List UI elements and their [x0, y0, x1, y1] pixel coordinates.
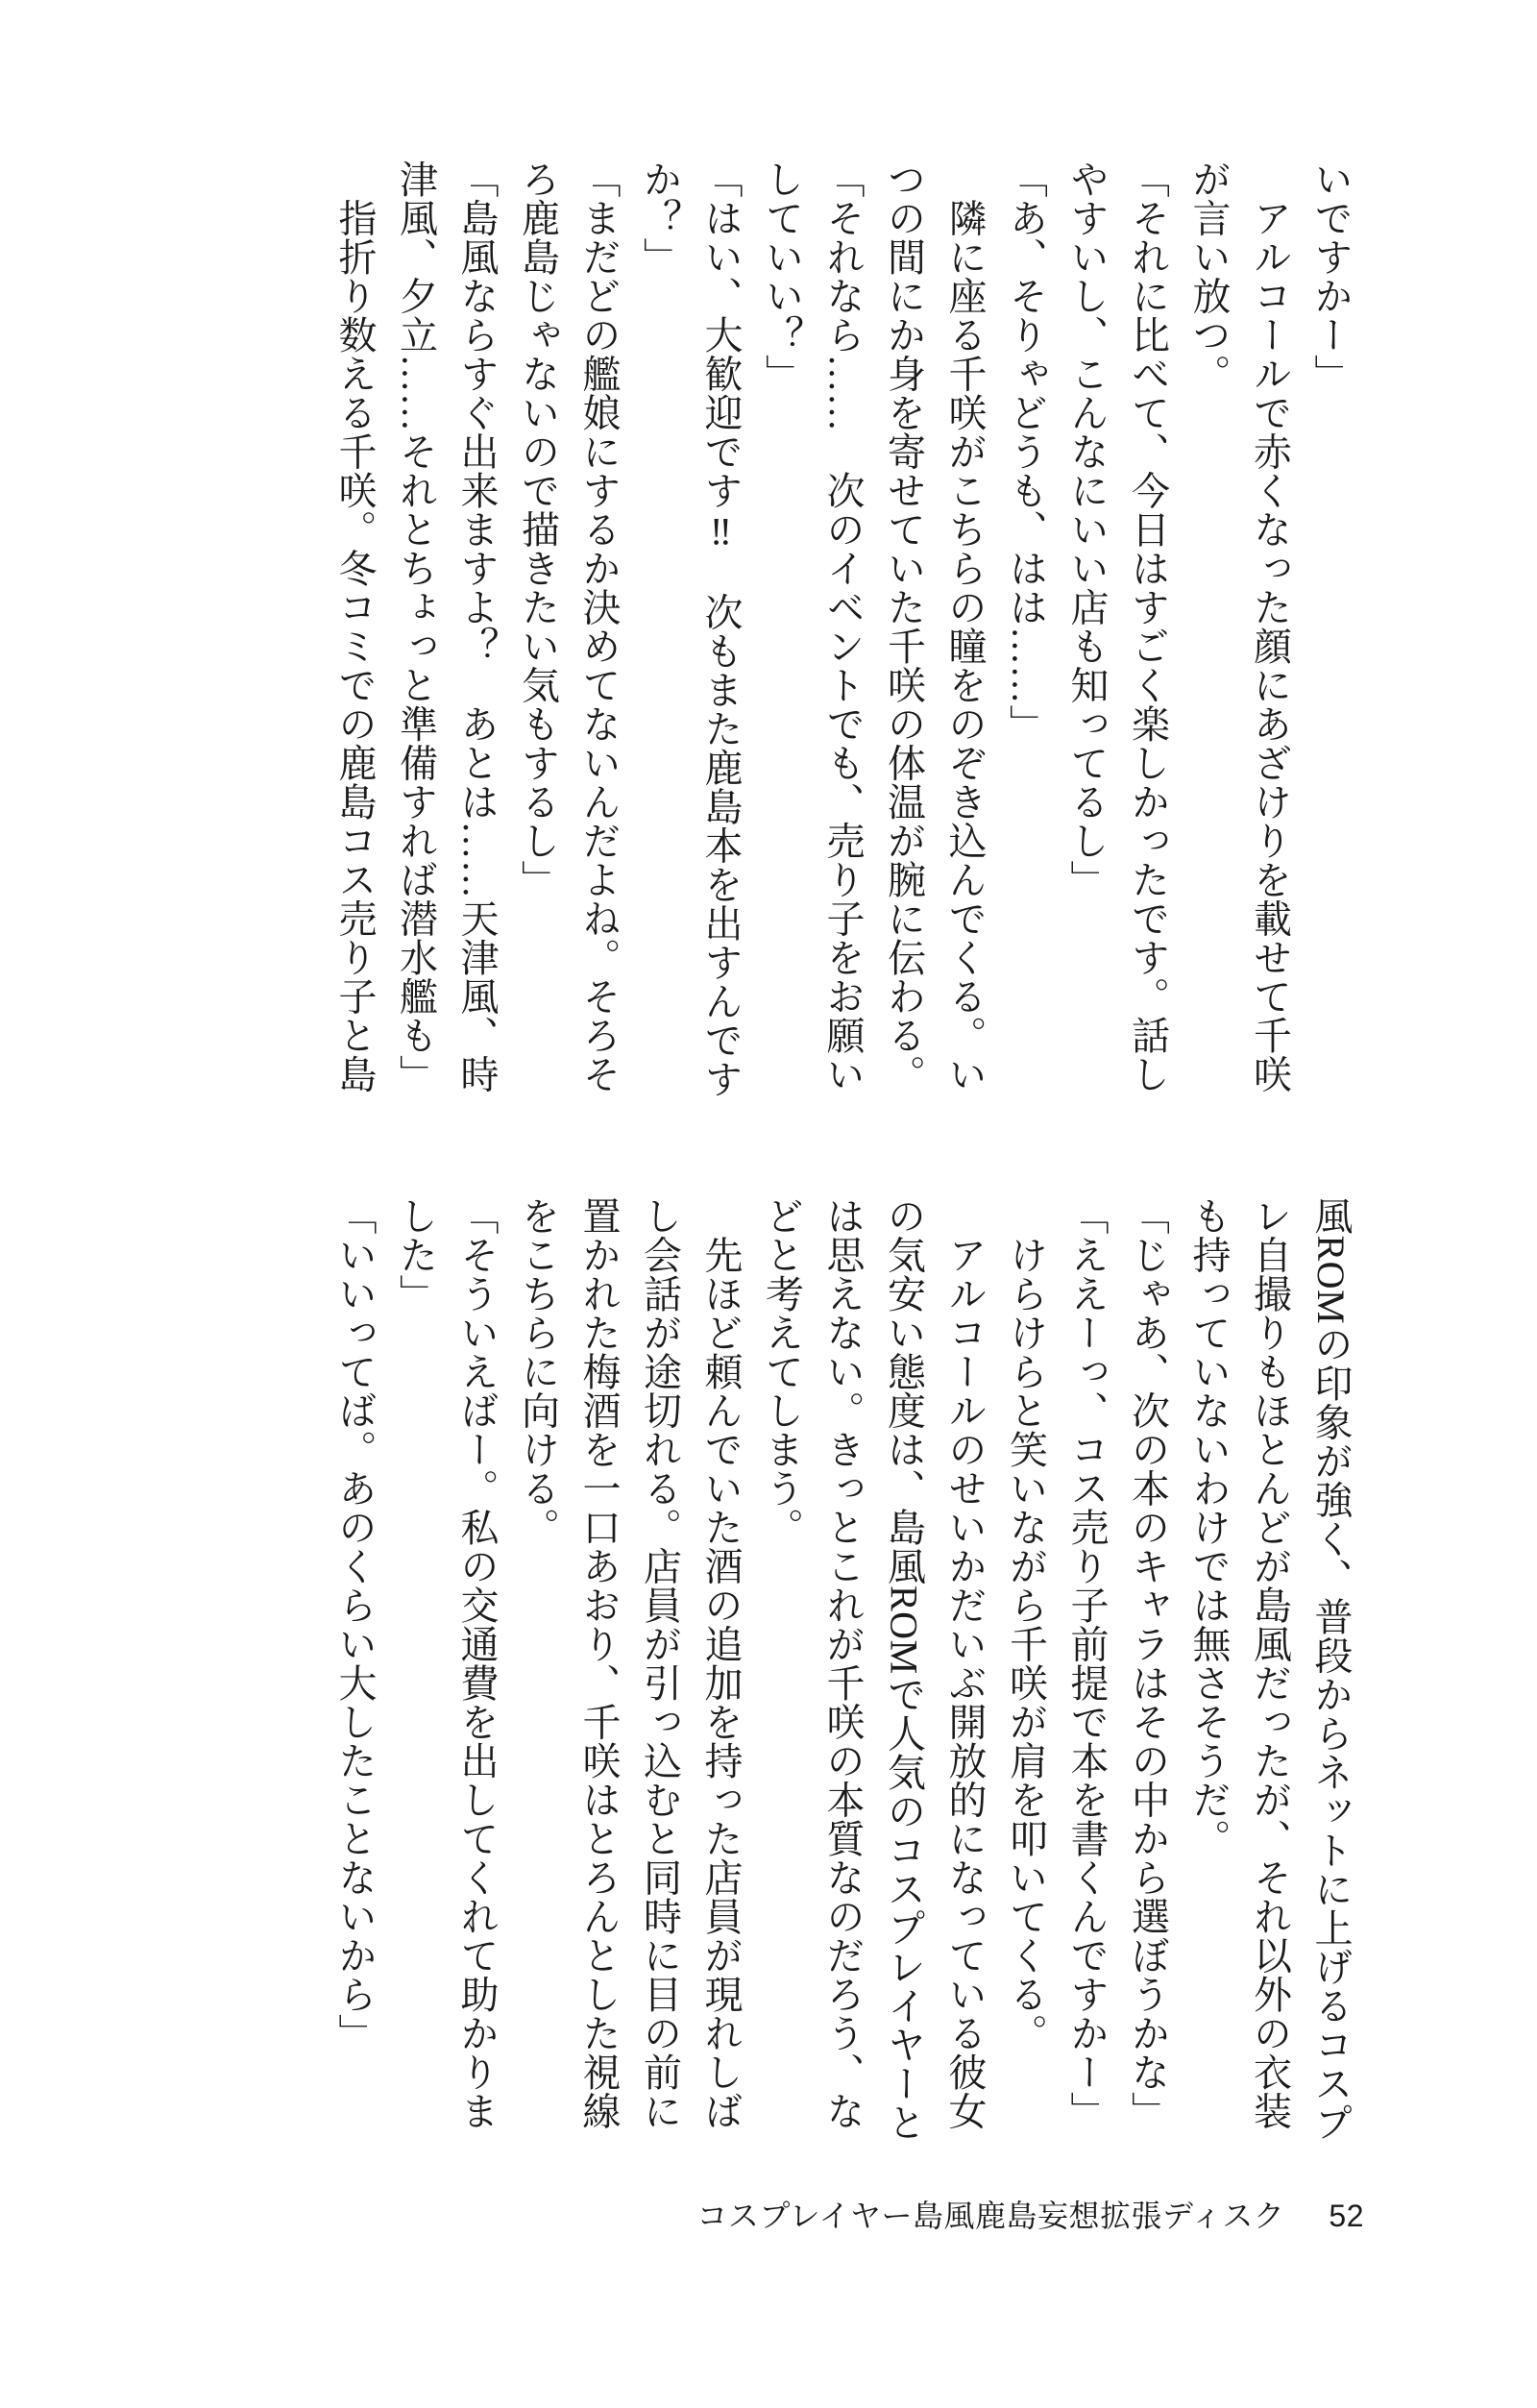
text-column: 「ええーっ、コス売り子前提で本を書くんですかー」 — [1065, 1196, 1109, 2130]
text-column: 「島風ならすぐ出来ますよ？ あとは……天津風、時 — [455, 160, 499, 1093]
text-column: 先ほど頼んでいた酒の追加を持った店員が現れしば — [699, 1196, 743, 2130]
text-column: アルコールで赤くなった顔にあざけりを載せて千咲 — [1248, 160, 1292, 1093]
text-column: ろ鹿島じゃないので描きたい気もするし」 — [516, 160, 560, 899]
text-column: いですかー」 — [1309, 160, 1353, 393]
text-column: をこちらに向ける。 — [516, 1196, 560, 1547]
text-column: 「それに比べて、今日はすごく楽しかったです。話し — [1126, 160, 1170, 1093]
page-footer — [696, 2192, 1364, 2236]
text-column: レ自撮りもほとんどが島風だったが、それ以外の衣装 — [1248, 1196, 1292, 2130]
text-column: 「いいってば。あのくらい大したことないから」 — [333, 1196, 377, 2052]
text-column: けらけらと笑いながら千咲が肩を叩いてくる。 — [1004, 1196, 1048, 2052]
text-column: 「そういえばー。私の交通費を出してくれて助かりま — [455, 1196, 499, 2130]
text-column: やすいし、こんなにいい店も知ってるし」 — [1065, 160, 1109, 899]
text-column: 「じゃあ、次の本のキャラはその中から選ぼうかな」 — [1126, 1196, 1170, 2130]
text-column: 風ROMの印象が強く、普段からネットに上げるコスプ — [1309, 1196, 1353, 2142]
text-column: 指折り数える千咲。冬コミでの鹿島コス売り子と島 — [333, 160, 377, 1093]
text-column: どと考えてしまう。 — [760, 1196, 804, 1547]
footer-book-title: コスプレイヤー島風鹿島妄想拡張ディスク — [696, 2199, 1285, 2233]
footer-page-number: 52 — [1329, 2199, 1364, 2233]
text-column: した」 — [394, 1196, 438, 1314]
text-column: 置かれた梅酒を一口あおり、千咲はとろんとした視線 — [577, 1196, 621, 2130]
text-column: 「あ、そりゃどうも、はは……」 — [1004, 160, 1048, 744]
text-block-bottom — [325, 1196, 1362, 2142]
text-column: アルコールのせいかだいぶ開放的になっている彼女 — [943, 1196, 987, 2130]
text-column: 「それなら…… 次のイベントでも、売り子をお願い — [821, 160, 865, 1093]
text-column: し会話が途切れる。店員が引っ込むと同時に目の前に — [638, 1196, 682, 2130]
text-column: の気安い態度は、島風ROMで人気のコスプレイヤーと — [882, 1196, 926, 2142]
text-column: 「まだどの艦娘にするか決めてないんだよね。そろそ — [577, 160, 621, 1093]
text-column: つの間にか身を寄せていた千咲の体温が腕に伝わる。 — [882, 160, 926, 1093]
text-column: 隣に座る千咲がこちらの瞳をのぞき込んでくる。い — [943, 160, 987, 1093]
text-column: 「はい、大歓迎です‼ 次もまた鹿島本を出すんです — [699, 160, 743, 1098]
text-block-top — [325, 160, 1362, 1096]
text-column: も持っていないわけでは無さそうだ。 — [1187, 1196, 1231, 1858]
text-column: は思えない。きっとこれが千咲の本質なのだろう、な — [821, 1196, 865, 2130]
text-column: 津風、夕立……それとちょっと準備すれば潜水艦も」 — [394, 160, 438, 1093]
text-column: していい？」 — [760, 160, 804, 393]
text-column: か？」 — [638, 160, 682, 277]
text-column: が言い放つ。 — [1187, 160, 1231, 393]
